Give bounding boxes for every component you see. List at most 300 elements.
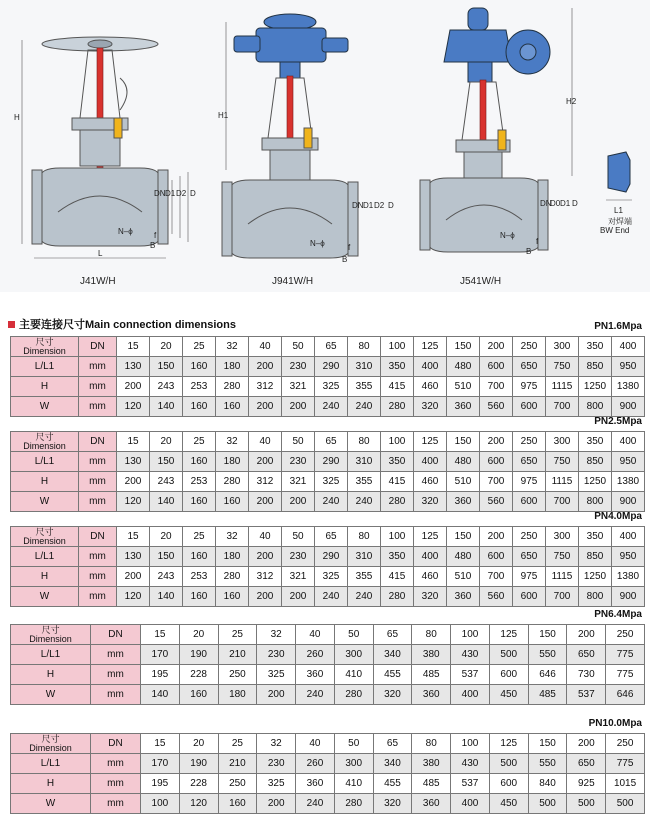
value-cell: 320 bbox=[414, 397, 447, 417]
value-cell: 200 bbox=[249, 397, 282, 417]
value-cell: 510 bbox=[447, 377, 480, 397]
value-cell: 200 bbox=[249, 547, 282, 567]
row-label-cell: W bbox=[11, 794, 91, 814]
value-cell: 240 bbox=[315, 397, 348, 417]
header-unit-cell: DN bbox=[79, 527, 117, 547]
value-cell: 150 bbox=[150, 452, 183, 472]
dn-cell: 65 bbox=[373, 625, 412, 645]
dn-cell: 15 bbox=[117, 432, 150, 452]
value-cell: 537 bbox=[451, 774, 490, 794]
value-cell: 240 bbox=[348, 587, 381, 607]
bw-end-drawing bbox=[606, 152, 632, 200]
value-cell: 900 bbox=[612, 397, 645, 417]
value-cell: 975 bbox=[513, 377, 546, 397]
caption-j941: J941W/H bbox=[272, 276, 314, 287]
dn-cell: 32 bbox=[216, 527, 249, 547]
row-label-cell: W bbox=[11, 685, 91, 705]
dn-cell: 350 bbox=[579, 527, 612, 547]
dn-cell: 25 bbox=[183, 337, 216, 357]
value-cell: 200 bbox=[249, 492, 282, 512]
value-cell: 460 bbox=[414, 567, 447, 587]
value-cell: 240 bbox=[315, 492, 348, 512]
value-cell: 140 bbox=[150, 397, 183, 417]
value-cell: 280 bbox=[381, 397, 414, 417]
value-cell: 500 bbox=[489, 754, 528, 774]
dim-label-f-3: f bbox=[536, 237, 539, 246]
value-cell: 700 bbox=[480, 567, 513, 587]
value-cell: 650 bbox=[567, 645, 606, 665]
dn-cell: 50 bbox=[334, 625, 373, 645]
header-dimension-cell: 尺寸 Dimension bbox=[11, 625, 91, 645]
value-cell: 230 bbox=[282, 357, 315, 377]
table-row bbox=[11, 377, 645, 397]
row-unit-cell: mm bbox=[91, 754, 141, 774]
table-row bbox=[11, 357, 645, 377]
table-row bbox=[11, 567, 645, 587]
table-row bbox=[11, 794, 645, 814]
dn-cell: 150 bbox=[447, 337, 480, 357]
value-cell: 455 bbox=[373, 774, 412, 794]
dim-label-d1-2: D1 bbox=[363, 201, 374, 210]
value-cell: 775 bbox=[606, 665, 645, 685]
header-unit-cell: DN bbox=[91, 625, 141, 645]
dim-label-b: B bbox=[150, 241, 156, 250]
value-cell: 800 bbox=[579, 397, 612, 417]
value-cell: 170 bbox=[141, 645, 180, 665]
dim-label-b-3: B bbox=[526, 247, 532, 256]
value-cell: 260 bbox=[296, 754, 335, 774]
value-cell: 900 bbox=[612, 492, 645, 512]
dim-label-dn-3: DN bbox=[540, 199, 552, 208]
pressure-rating-label: PN2.5Mpa bbox=[594, 416, 642, 427]
caption-j541: J541W/H bbox=[460, 276, 502, 287]
value-cell: 415 bbox=[381, 567, 414, 587]
value-cell: 360 bbox=[412, 685, 451, 705]
row-label-cell: L/L1 bbox=[11, 452, 79, 472]
dn-cell: 25 bbox=[218, 734, 257, 754]
value-cell: 200 bbox=[249, 587, 282, 607]
value-cell: 950 bbox=[612, 547, 645, 567]
dn-cell: 20 bbox=[179, 734, 218, 754]
value-cell: 537 bbox=[451, 665, 490, 685]
dimension-table bbox=[10, 526, 645, 607]
table-header-row bbox=[11, 527, 645, 547]
dim-label-f: f bbox=[154, 231, 157, 240]
value-cell: 775 bbox=[606, 645, 645, 665]
value-cell: 1380 bbox=[612, 377, 645, 397]
dim-label-f-2: f bbox=[348, 243, 351, 252]
value-cell: 700 bbox=[546, 397, 579, 417]
value-cell: 150 bbox=[150, 357, 183, 377]
dn-cell: 65 bbox=[373, 734, 412, 754]
value-cell: 130 bbox=[117, 452, 150, 472]
value-cell: 210 bbox=[218, 754, 257, 774]
dn-cell: 200 bbox=[480, 337, 513, 357]
value-cell: 750 bbox=[546, 547, 579, 567]
value-cell: 195 bbox=[141, 774, 180, 794]
value-cell: 460 bbox=[414, 377, 447, 397]
dim-label-h2: H2 bbox=[566, 97, 577, 106]
value-cell: 200 bbox=[282, 397, 315, 417]
value-cell: 200 bbox=[117, 377, 150, 397]
value-cell: 240 bbox=[315, 587, 348, 607]
row-label-cell: H bbox=[11, 774, 91, 794]
value-cell: 600 bbox=[489, 774, 528, 794]
value-cell: 250 bbox=[218, 665, 257, 685]
value-cell: 260 bbox=[296, 645, 335, 665]
value-cell: 415 bbox=[381, 377, 414, 397]
value-cell: 230 bbox=[257, 754, 296, 774]
value-cell: 280 bbox=[334, 685, 373, 705]
value-cell: 243 bbox=[150, 472, 183, 492]
dim-label-d0-3: D0 bbox=[550, 199, 561, 208]
value-cell: 975 bbox=[513, 567, 546, 587]
value-cell: 850 bbox=[579, 547, 612, 567]
dn-cell: 200 bbox=[480, 432, 513, 452]
dn-cell: 40 bbox=[249, 432, 282, 452]
value-cell: 360 bbox=[447, 587, 480, 607]
value-cell: 950 bbox=[612, 452, 645, 472]
value-cell: 253 bbox=[183, 472, 216, 492]
header-unit-cell: DN bbox=[79, 337, 117, 357]
value-cell: 321 bbox=[282, 567, 315, 587]
header-dimension-cell: 尺寸 Dimension bbox=[11, 527, 79, 547]
table-header-row bbox=[11, 337, 645, 357]
value-cell: 1250 bbox=[579, 377, 612, 397]
dim-label-d1-3: D1 bbox=[560, 199, 571, 208]
section-title-text: 主要连接尺寸Main connection dimensions bbox=[19, 319, 236, 331]
dn-cell: 40 bbox=[249, 337, 282, 357]
table-row bbox=[11, 685, 645, 705]
value-cell: 160 bbox=[179, 685, 218, 705]
dn-cell: 400 bbox=[612, 337, 645, 357]
value-cell: 360 bbox=[296, 774, 335, 794]
table-row bbox=[11, 397, 645, 417]
dim-label-nphi-2: N–ϕ bbox=[310, 239, 325, 248]
header-unit-cell: DN bbox=[79, 432, 117, 452]
row-unit-cell: mm bbox=[79, 567, 117, 587]
dn-cell: 50 bbox=[334, 734, 373, 754]
dn-cell: 400 bbox=[612, 527, 645, 547]
value-cell: 550 bbox=[528, 754, 567, 774]
value-cell: 500 bbox=[528, 794, 567, 814]
value-cell: 180 bbox=[216, 452, 249, 472]
value-cell: 485 bbox=[412, 665, 451, 685]
value-cell: 560 bbox=[480, 492, 513, 512]
dim-label-dn-2: DN bbox=[352, 201, 364, 210]
row-label-cell: W bbox=[11, 397, 79, 417]
dn-cell: 125 bbox=[489, 734, 528, 754]
dn-cell: 100 bbox=[381, 337, 414, 357]
dn-cell: 40 bbox=[249, 527, 282, 547]
value-cell: 160 bbox=[183, 547, 216, 567]
value-cell: 325 bbox=[315, 567, 348, 587]
value-cell: 280 bbox=[381, 492, 414, 512]
value-cell: 100 bbox=[141, 794, 180, 814]
value-cell: 160 bbox=[183, 397, 216, 417]
value-cell: 700 bbox=[546, 587, 579, 607]
value-cell: 312 bbox=[249, 472, 282, 492]
value-cell: 430 bbox=[451, 645, 490, 665]
dim-label-d: D bbox=[190, 189, 196, 198]
row-label-cell: W bbox=[11, 587, 79, 607]
dim-label-d2: D2 bbox=[176, 189, 187, 198]
value-cell: 600 bbox=[513, 492, 546, 512]
value-cell: 840 bbox=[528, 774, 567, 794]
table-row bbox=[11, 665, 645, 685]
value-cell: 560 bbox=[480, 397, 513, 417]
table-header-row bbox=[11, 734, 645, 754]
row-unit-cell: mm bbox=[91, 794, 141, 814]
dimension-table bbox=[10, 336, 645, 417]
value-cell: 400 bbox=[414, 452, 447, 472]
value-cell: 485 bbox=[528, 685, 567, 705]
value-cell: 160 bbox=[183, 452, 216, 472]
dn-cell: 15 bbox=[141, 625, 180, 645]
value-cell: 325 bbox=[315, 377, 348, 397]
value-cell: 140 bbox=[150, 587, 183, 607]
dn-cell: 300 bbox=[546, 432, 579, 452]
value-cell: 400 bbox=[414, 357, 447, 377]
value-cell: 180 bbox=[216, 357, 249, 377]
value-cell: 200 bbox=[257, 794, 296, 814]
value-cell: 140 bbox=[141, 685, 180, 705]
table-row bbox=[11, 754, 645, 774]
value-cell: 400 bbox=[451, 794, 490, 814]
dim-label-d1: D1 bbox=[165, 189, 176, 198]
value-cell: 325 bbox=[257, 774, 296, 794]
value-cell: 310 bbox=[348, 357, 381, 377]
dn-cell: 15 bbox=[117, 527, 150, 547]
dn-cell: 200 bbox=[567, 734, 606, 754]
value-cell: 160 bbox=[216, 587, 249, 607]
value-cell: 430 bbox=[451, 754, 490, 774]
dim-label-nphi-3: N–ϕ bbox=[500, 231, 515, 240]
dn-cell: 150 bbox=[447, 527, 480, 547]
value-cell: 1380 bbox=[612, 472, 645, 492]
dn-cell: 32 bbox=[216, 432, 249, 452]
dn-cell: 15 bbox=[117, 337, 150, 357]
dn-cell: 200 bbox=[480, 527, 513, 547]
pressure-rating-label: PN4.0Mpa bbox=[594, 511, 642, 522]
value-cell: 355 bbox=[348, 472, 381, 492]
value-cell: 800 bbox=[579, 492, 612, 512]
table-row bbox=[11, 774, 645, 794]
value-cell: 1250 bbox=[579, 472, 612, 492]
row-unit-cell: mm bbox=[91, 774, 141, 794]
dn-cell: 20 bbox=[150, 337, 183, 357]
dn-cell: 50 bbox=[282, 337, 315, 357]
dn-cell: 80 bbox=[348, 337, 381, 357]
value-cell: 360 bbox=[447, 397, 480, 417]
value-cell: 480 bbox=[447, 452, 480, 472]
value-cell: 280 bbox=[216, 377, 249, 397]
value-cell: 560 bbox=[480, 587, 513, 607]
value-cell: 415 bbox=[381, 472, 414, 492]
value-cell: 228 bbox=[179, 665, 218, 685]
value-cell: 700 bbox=[546, 492, 579, 512]
value-cell: 243 bbox=[150, 377, 183, 397]
value-cell: 310 bbox=[348, 547, 381, 567]
value-cell: 210 bbox=[218, 645, 257, 665]
dn-cell: 250 bbox=[606, 734, 645, 754]
row-unit-cell: mm bbox=[79, 472, 117, 492]
value-cell: 300 bbox=[334, 754, 373, 774]
row-label-cell: L/L1 bbox=[11, 754, 91, 774]
dn-cell: 350 bbox=[579, 337, 612, 357]
dn-cell: 65 bbox=[315, 527, 348, 547]
value-cell: 975 bbox=[513, 472, 546, 492]
dn-cell: 125 bbox=[414, 337, 447, 357]
value-cell: 190 bbox=[179, 754, 218, 774]
value-cell: 230 bbox=[282, 452, 315, 472]
value-cell: 190 bbox=[179, 645, 218, 665]
dn-cell: 300 bbox=[546, 527, 579, 547]
dn-cell: 250 bbox=[513, 432, 546, 452]
caption-j41: J41W/H bbox=[80, 276, 116, 287]
value-cell: 200 bbox=[282, 587, 315, 607]
value-cell: 550 bbox=[528, 645, 567, 665]
value-cell: 380 bbox=[412, 645, 451, 665]
value-cell: 228 bbox=[179, 774, 218, 794]
value-cell: 200 bbox=[249, 452, 282, 472]
row-label-cell: W bbox=[11, 492, 79, 512]
dn-cell: 20 bbox=[150, 432, 183, 452]
table-header-row bbox=[11, 432, 645, 452]
value-cell: 900 bbox=[612, 587, 645, 607]
value-cell: 280 bbox=[216, 567, 249, 587]
table-header-row bbox=[11, 625, 645, 645]
row-label-cell: H bbox=[11, 377, 79, 397]
value-cell: 320 bbox=[414, 492, 447, 512]
value-cell: 200 bbox=[117, 567, 150, 587]
value-cell: 160 bbox=[218, 794, 257, 814]
value-cell: 850 bbox=[579, 452, 612, 472]
dn-cell: 100 bbox=[451, 734, 490, 754]
dimension-table bbox=[10, 624, 645, 705]
value-cell: 925 bbox=[567, 774, 606, 794]
value-cell: 600 bbox=[513, 587, 546, 607]
value-cell: 253 bbox=[183, 377, 216, 397]
dn-cell: 32 bbox=[216, 337, 249, 357]
value-cell: 360 bbox=[412, 794, 451, 814]
row-unit-cell: mm bbox=[79, 452, 117, 472]
value-cell: 320 bbox=[373, 685, 412, 705]
caption-end-cn: 对焊端 bbox=[608, 217, 632, 226]
value-cell: 290 bbox=[315, 357, 348, 377]
dn-cell: 25 bbox=[183, 527, 216, 547]
row-unit-cell: mm bbox=[91, 665, 141, 685]
value-cell: 321 bbox=[282, 472, 315, 492]
pressure-rating-label: PN6.4Mpa bbox=[594, 609, 642, 620]
value-cell: 240 bbox=[348, 492, 381, 512]
table-row bbox=[11, 492, 645, 512]
pressure-rating-label: PN10.0Mpa bbox=[588, 718, 642, 729]
value-cell: 950 bbox=[612, 357, 645, 377]
value-cell: 312 bbox=[249, 377, 282, 397]
dn-cell: 125 bbox=[414, 527, 447, 547]
header-dimension-cell: 尺寸 Dimension bbox=[11, 432, 79, 452]
value-cell: 700 bbox=[480, 377, 513, 397]
value-cell: 355 bbox=[348, 377, 381, 397]
value-cell: 750 bbox=[546, 357, 579, 377]
value-cell: 450 bbox=[489, 794, 528, 814]
value-cell: 200 bbox=[282, 492, 315, 512]
value-cell: 1015 bbox=[606, 774, 645, 794]
value-cell: 243 bbox=[150, 567, 183, 587]
pressure-rating-label: PN1.6Mpa bbox=[594, 321, 642, 332]
value-cell: 1115 bbox=[546, 377, 579, 397]
value-cell: 160 bbox=[183, 492, 216, 512]
dn-cell: 32 bbox=[257, 625, 296, 645]
dn-cell: 100 bbox=[381, 432, 414, 452]
header-unit-cell: DN bbox=[91, 734, 141, 754]
valve-j541-drawing bbox=[420, 8, 578, 256]
value-cell: 230 bbox=[257, 645, 296, 665]
dim-label-h: H bbox=[14, 113, 20, 122]
dn-cell: 100 bbox=[451, 625, 490, 645]
caption-end-l1: L1 bbox=[614, 206, 623, 215]
value-cell: 325 bbox=[315, 472, 348, 492]
valve-drawings bbox=[0, 0, 650, 292]
dimension-table bbox=[10, 733, 645, 814]
dim-label-d2-2: D2 bbox=[374, 201, 385, 210]
row-unit-cell: mm bbox=[79, 492, 117, 512]
value-cell: 380 bbox=[412, 754, 451, 774]
value-cell: 350 bbox=[381, 547, 414, 567]
value-cell: 160 bbox=[183, 357, 216, 377]
value-cell: 355 bbox=[348, 567, 381, 587]
dn-cell: 50 bbox=[282, 432, 315, 452]
value-cell: 240 bbox=[296, 794, 335, 814]
value-cell: 646 bbox=[528, 665, 567, 685]
value-cell: 480 bbox=[447, 357, 480, 377]
value-cell: 130 bbox=[117, 357, 150, 377]
row-label-cell: L/L1 bbox=[11, 645, 91, 665]
value-cell: 410 bbox=[334, 774, 373, 794]
value-cell: 180 bbox=[216, 547, 249, 567]
valve-j41-drawing bbox=[14, 37, 196, 258]
dn-cell: 100 bbox=[381, 527, 414, 547]
value-cell: 850 bbox=[579, 357, 612, 377]
dn-cell: 25 bbox=[183, 432, 216, 452]
value-cell: 1115 bbox=[546, 567, 579, 587]
table-row bbox=[11, 547, 645, 567]
value-cell: 280 bbox=[381, 587, 414, 607]
value-cell: 485 bbox=[412, 774, 451, 794]
value-cell: 120 bbox=[117, 397, 150, 417]
value-cell: 320 bbox=[373, 794, 412, 814]
header-dimension-cell: 尺寸 Dimension bbox=[11, 337, 79, 357]
value-cell: 750 bbox=[546, 452, 579, 472]
value-cell: 1115 bbox=[546, 472, 579, 492]
table-row bbox=[11, 587, 645, 607]
dn-cell: 150 bbox=[528, 625, 567, 645]
row-unit-cell: mm bbox=[91, 645, 141, 665]
row-unit-cell: mm bbox=[79, 587, 117, 607]
table-row bbox=[11, 452, 645, 472]
value-cell: 230 bbox=[282, 547, 315, 567]
value-cell: 600 bbox=[480, 452, 513, 472]
value-cell: 130 bbox=[117, 547, 150, 567]
dn-cell: 15 bbox=[141, 734, 180, 754]
dn-cell: 80 bbox=[348, 432, 381, 452]
value-cell: 510 bbox=[447, 472, 480, 492]
dn-cell: 32 bbox=[257, 734, 296, 754]
row-label-cell: H bbox=[11, 665, 91, 685]
value-cell: 340 bbox=[373, 754, 412, 774]
value-cell: 500 bbox=[567, 794, 606, 814]
